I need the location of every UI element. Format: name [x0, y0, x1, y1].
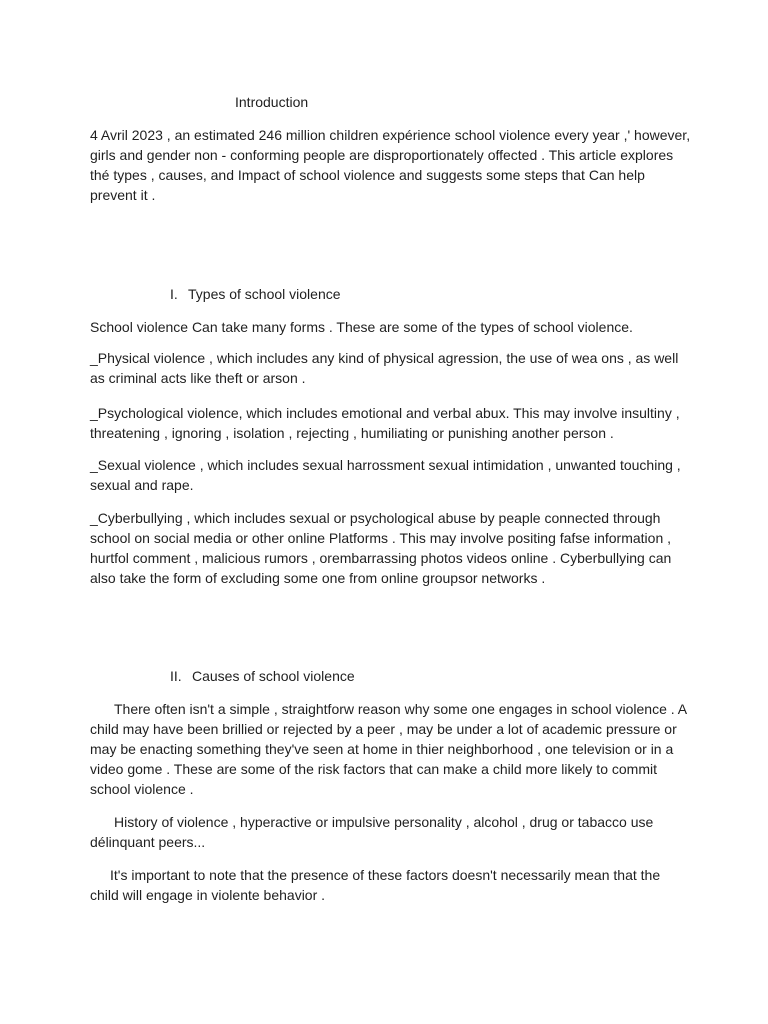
intro-paragraph: 4 Avril 2023 , an estimated 246 million children expérience school violence every year ,' however, girls and gender non - conforming people are disproportionately offected . This article explores thé types , causes, and Impact of school violence and suggests some steps that Can help prevent it . [90, 127, 691, 203]
section-2-heading [170, 666, 355, 686]
section-1-title: Types of school violence [188, 286, 341, 302]
section-1-heading [170, 284, 341, 304]
intro-heading: Introduction [235, 94, 309, 110]
section-2-number: II. [170, 668, 182, 684]
psychological-violence-paragraph: _Psychological violence, which includes emotional and verbal abux. This may involve insultiny , threatening , ignoring , isolation , rejecting , humiliating or punishing another person . [90, 405, 680, 441]
note-paragraph: It's important to note that the presence of these factors doesn't necessarily mean that the child will engage in violente behavior . [90, 867, 661, 903]
sexual-violence-paragraph: _Sexual violence , which includes sexual harrossment sexual intimidation , unwanted touching , sexual and rape. [90, 457, 681, 493]
types-intro-paragraph: School violence Can take many forms . These are some of the types of school violence. [90, 319, 633, 335]
section-2-title: Causes of school violence [192, 668, 355, 684]
physical-violence-paragraph: _Physical violence , which includes any kind of physical agression, the use of wea ons , as well as criminal acts like theft or arson . [90, 350, 679, 386]
cyberbullying-paragraph: _Cyberbullying , which includes sexual or psychological abuse by peaple connected through school on social media or other online Platforms . This may involve positing fafse information , hurtfol comment , malicious rumors , orembarrassing photos videos online . Cyberbullying can also take the form of excluding some one from online groupsor networks . [90, 510, 672, 586]
section-1-number: I. [170, 286, 178, 302]
risk-factors-paragraph: History of violence , hyperactive or impulsive personality , alcohol , drug or tabacco use délinquant peers... [90, 814, 654, 850]
causes-paragraph: There often isn't a simple , straightforw reason why some one engages in school violence . A child may have been brillied or rejected by a peer , may be under a lot of academic pressure or may be enacting something they've seen at home in thier neighborhood , one television or in a video gome . These are some of the risk factors that can make a child more likely to commit school violence . [90, 701, 687, 797]
